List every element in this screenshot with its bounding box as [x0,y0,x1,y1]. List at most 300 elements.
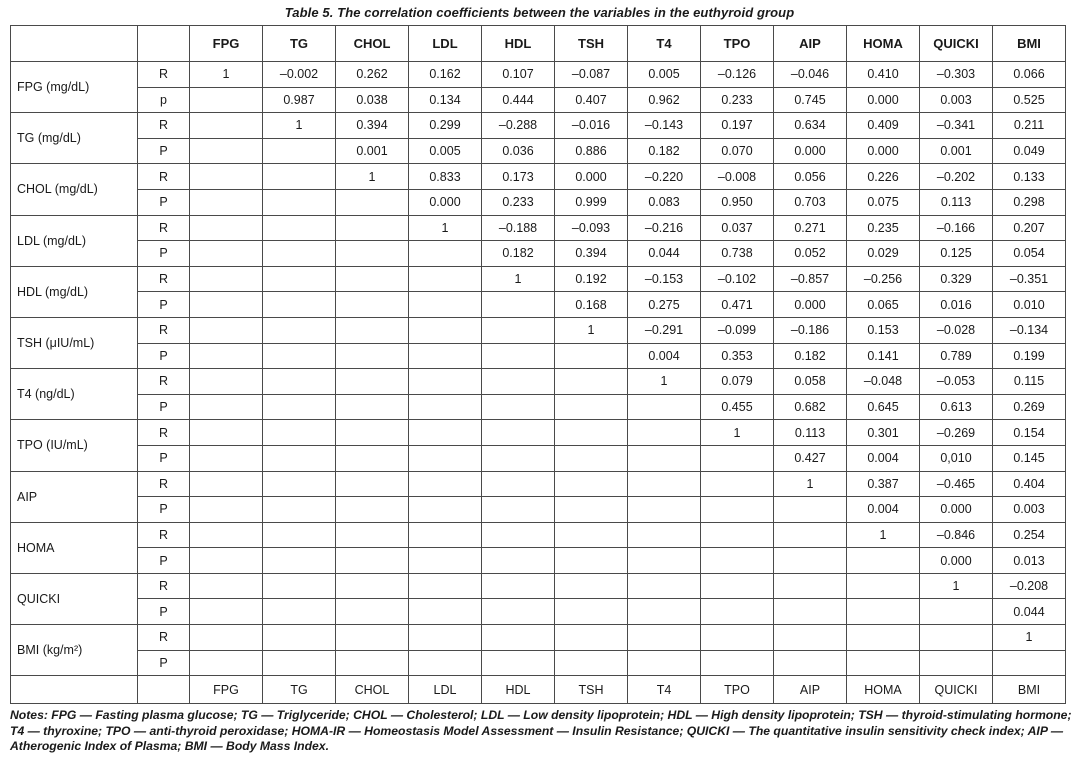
stat-label-r: R [138,420,190,446]
p-value-cell [190,548,263,574]
r-value-cell [190,573,263,599]
table-row [11,113,1066,139]
p-value-cell [847,548,920,574]
correlation-table [10,25,1066,704]
r-value-cell: 1 [628,369,701,395]
p-value-cell [774,650,847,676]
stat-label-r: R [138,113,190,139]
p-value-cell [263,189,336,215]
r-value-cell [555,471,628,497]
r-value-cell [190,522,263,548]
r-value-cell [336,522,409,548]
column-header: T4 [628,26,701,62]
p-value-cell [628,497,701,523]
p-value-cell: 0.645 [847,394,920,420]
p-value-cell: 0.789 [920,343,993,369]
column-header: TG [263,26,336,62]
stat-label-p: P [138,394,190,420]
p-value-cell [920,599,993,625]
p-value-cell [336,548,409,574]
p-value-cell [263,138,336,164]
r-value-cell: –0.126 [701,62,774,88]
r-value-cell: 0.115 [993,369,1066,395]
p-value-cell: 0.038 [336,87,409,113]
r-value-cell [336,471,409,497]
p-value-cell [190,599,263,625]
r-value-cell: 0.056 [774,164,847,190]
p-value-cell: 0.004 [847,445,920,471]
stat-label-r: R [138,522,190,548]
p-value-cell [701,650,774,676]
r-value-cell [482,420,555,446]
r-value-cell [628,420,701,446]
r-value-cell: –0.303 [920,62,993,88]
r-value-cell: –0.465 [920,471,993,497]
p-value-cell [847,650,920,676]
p-value-cell: 0.044 [628,241,701,267]
p-value-cell [409,394,482,420]
table-row [11,445,1066,471]
stat-label-r: R [138,369,190,395]
p-value-cell: 0.269 [993,394,1066,420]
r-value-cell [263,471,336,497]
r-value-cell: 0.387 [847,471,920,497]
r-value-cell: –0.046 [774,62,847,88]
p-value-cell: 0.407 [555,87,628,113]
r-value-cell: 0.154 [993,420,1066,446]
p-value-cell [701,548,774,574]
table-row [11,625,1066,651]
r-value-cell [409,369,482,395]
stat-label-r: R [138,164,190,190]
r-value-cell: 0.162 [409,62,482,88]
p-value-cell: 0.962 [628,87,701,113]
column-footer: CHOL [336,676,409,704]
r-value-cell: 0.207 [993,215,1066,241]
table-row [11,599,1066,625]
column-footer: TG [263,676,336,704]
p-value-cell: 0.298 [993,189,1066,215]
p-value-cell: 0.083 [628,189,701,215]
p-value-cell: 0.000 [409,189,482,215]
p-value-cell [336,599,409,625]
column-footer: HOMA [847,676,920,704]
table-row [11,87,1066,113]
p-value-cell [263,650,336,676]
p-value-cell: 0.199 [993,343,1066,369]
p-value-cell: 0.455 [701,394,774,420]
r-value-cell [628,625,701,651]
p-value-cell: 0.444 [482,87,555,113]
r-value-cell [190,266,263,292]
p-value-cell: 0.054 [993,241,1066,267]
row-variable-name: FPG (mg/dL) [11,62,138,113]
r-value-cell: –0.008 [701,164,774,190]
p-value-cell [482,343,555,369]
table-row [11,394,1066,420]
stat-label-r: R [138,215,190,241]
column-header: HDL [482,26,555,62]
p-value-cell: 0.001 [336,138,409,164]
r-value-cell [482,369,555,395]
r-value-cell: –0.202 [920,164,993,190]
p-value-cell [336,241,409,267]
table-row [11,266,1066,292]
p-value-cell [190,241,263,267]
p-value-cell: 0.471 [701,292,774,318]
p-value-cell [482,497,555,523]
corner-cell [11,676,138,704]
p-value-cell [482,548,555,574]
p-value-cell: 0.029 [847,241,920,267]
p-value-cell: 0.052 [774,241,847,267]
r-value-cell: 0.271 [774,215,847,241]
r-value-cell: 0.197 [701,113,774,139]
p-value-cell [774,497,847,523]
r-value-cell [263,317,336,343]
r-value-cell [409,573,482,599]
r-value-cell: 0.107 [482,62,555,88]
stat-label-r: R [138,625,190,651]
row-variable-name: TG (mg/dL) [11,113,138,164]
r-value-cell [263,420,336,446]
r-value-cell [409,266,482,292]
p-value-cell [409,497,482,523]
stat-label-r: R [138,471,190,497]
p-value-cell: 0.065 [847,292,920,318]
p-value-cell: 0.013 [993,548,1066,574]
p-value-cell [190,343,263,369]
p-value-cell: 0.233 [701,87,774,113]
r-value-cell: –0.093 [555,215,628,241]
table-row [11,138,1066,164]
r-value-cell: –0.099 [701,317,774,343]
p-value-cell: 0.987 [263,87,336,113]
row-variable-name: BMI (kg/m²) [11,625,138,676]
r-value-cell: 0.192 [555,266,628,292]
r-value-cell [555,420,628,446]
r-value-cell [409,317,482,343]
p-value-cell [555,445,628,471]
r-value-cell: –0.087 [555,62,628,88]
r-value-cell: 1 [263,113,336,139]
r-value-cell [263,215,336,241]
stat-label-r: R [138,573,190,599]
p-value-cell: 0.182 [482,241,555,267]
r-value-cell [628,573,701,599]
p-value-cell [190,650,263,676]
r-value-cell: –0.048 [847,369,920,395]
r-value-cell [336,215,409,241]
stat-label-p: P [138,445,190,471]
r-value-cell [336,420,409,446]
p-value-cell [409,343,482,369]
table-row [11,471,1066,497]
r-value-cell [847,573,920,599]
r-value-cell [701,625,774,651]
p-value-cell [190,394,263,420]
r-value-cell: 0.000 [555,164,628,190]
column-header: QUICKI [920,26,993,62]
p-value-cell: 0.275 [628,292,701,318]
p-value-cell: 0.134 [409,87,482,113]
stat-label-r: R [138,62,190,88]
p-value-cell: 0.950 [701,189,774,215]
table-row [11,292,1066,318]
row-variable-name: TPO (IU/mL) [11,420,138,471]
p-value-cell [263,241,336,267]
p-value-cell [409,599,482,625]
p-value-cell: 0.999 [555,189,628,215]
p-value-cell [336,189,409,215]
r-value-cell: 1 [701,420,774,446]
r-value-cell: 1 [336,164,409,190]
p-value-cell [336,343,409,369]
r-value-cell: –0.216 [628,215,701,241]
p-value-cell [847,599,920,625]
r-value-cell: 1 [774,471,847,497]
p-value-cell [336,650,409,676]
table-row [11,548,1066,574]
column-footer: T4 [628,676,701,704]
row-variable-name: T4 (ng/dL) [11,369,138,420]
table-row [11,420,1066,446]
stat-label-r: R [138,317,190,343]
header-row [11,26,1066,62]
table-row [11,343,1066,369]
r-value-cell: 0.211 [993,113,1066,139]
r-value-cell: 0.113 [774,420,847,446]
r-value-cell [190,317,263,343]
p-value-cell: 0.000 [847,87,920,113]
r-value-cell: 1 [190,62,263,88]
column-footer: LDL [409,676,482,704]
r-value-cell: –0.351 [993,266,1066,292]
r-value-cell [336,573,409,599]
r-value-cell: –0.188 [482,215,555,241]
table-notes: Notes: FPG — Fasting plasma glucose; TG — Triglyceride; CHOL — Cholesterol; LDL — Low density lipoprotein; HDL — High density lipoprotein; TSH — thyroid-stimulating hormone; T4 — thyroxine; TPO — anti-thyroid peroxidase; HOMA-IR — Homeostasis Model Assessment — Insulin Resistance; QUICKI — The quantitative insulin sensitivity check index; AIP — Atherogenic Index of Plasma; BMI — Body Mass Index. [10,708,1072,753]
table-row [11,650,1066,676]
column-header: CHOL [336,26,409,62]
column-footer: QUICKI [920,676,993,704]
r-value-cell [190,369,263,395]
row-variable-name: TSH (μIU/mL) [11,317,138,368]
r-value-cell: 0.058 [774,369,847,395]
r-value-cell: –0.208 [993,573,1066,599]
r-value-cell: 0.410 [847,62,920,88]
p-value-cell [701,445,774,471]
p-value-cell [409,292,482,318]
p-value-cell: 0.001 [920,138,993,164]
table-row [11,522,1066,548]
table-row [11,215,1066,241]
p-value-cell: 0.613 [920,394,993,420]
row-variable-name: LDL (mg/dL) [11,215,138,266]
r-value-cell [190,420,263,446]
p-value-cell: 0.003 [993,497,1066,523]
r-value-cell [628,471,701,497]
p-value-cell: 0.000 [920,497,993,523]
r-value-cell [336,317,409,343]
r-value-cell: 0.833 [409,164,482,190]
r-value-cell: 0.079 [701,369,774,395]
p-value-cell [482,445,555,471]
column-header: LDL [409,26,482,62]
p-value-cell [263,343,336,369]
r-value-cell: –0.153 [628,266,701,292]
column-footer: TSH [555,676,628,704]
table-row [11,497,1066,523]
r-value-cell: –0.256 [847,266,920,292]
p-value-cell [190,497,263,523]
stat-label-p: P [138,343,190,369]
r-value-cell [555,573,628,599]
p-value-cell [263,292,336,318]
r-value-cell: –0.220 [628,164,701,190]
r-value-cell: –0.053 [920,369,993,395]
p-value-cell: 0.427 [774,445,847,471]
r-value-cell: 0.153 [847,317,920,343]
row-variable-name: CHOL (mg/dL) [11,164,138,215]
p-value-cell [190,189,263,215]
column-footer: AIP [774,676,847,704]
r-value-cell [482,522,555,548]
row-variable-name: QUICKI [11,573,138,624]
r-value-cell [263,573,336,599]
r-value-cell [409,625,482,651]
r-value-cell [336,266,409,292]
p-value-cell: 0.003 [920,87,993,113]
column-footer: HDL [482,676,555,704]
column-header: TPO [701,26,774,62]
corner-cell [138,676,190,704]
p-value-cell: 0.233 [482,189,555,215]
r-value-cell: 1 [555,317,628,343]
p-value-cell: 0.000 [847,138,920,164]
p-value-cell: 0.182 [628,138,701,164]
p-value-cell: 0.044 [993,599,1066,625]
r-value-cell: 0.173 [482,164,555,190]
r-value-cell [774,573,847,599]
table-caption: Table 5. The correlation coefficients between the variables in the euthyroid group [284,5,795,20]
r-value-cell [701,471,774,497]
r-value-cell [190,113,263,139]
p-value-cell: 0.075 [847,189,920,215]
p-value-cell: 0.010 [993,292,1066,318]
p-value-cell [263,394,336,420]
r-value-cell [263,625,336,651]
stat-label-p: P [138,292,190,318]
r-value-cell: –0.134 [993,317,1066,343]
table-row [11,317,1066,343]
column-header: FPG [190,26,263,62]
r-value-cell [190,471,263,497]
stat-label-p: P [138,650,190,676]
column-header: HOMA [847,26,920,62]
p-value-cell: 0.394 [555,241,628,267]
p-value-cell [263,599,336,625]
p-value-cell [701,497,774,523]
r-value-cell: 0.133 [993,164,1066,190]
r-value-cell [263,522,336,548]
p-value-cell: 0.000 [774,138,847,164]
p-value-cell [555,548,628,574]
row-variable-name: HOMA [11,522,138,573]
r-value-cell: 0.254 [993,522,1066,548]
column-footer: BMI [993,676,1066,704]
p-value-cell [482,394,555,420]
stat-label-p: P [138,497,190,523]
r-value-cell: –0.341 [920,113,993,139]
row-variable-name: AIP [11,471,138,522]
p-value-cell: 0.353 [701,343,774,369]
row-variable-name: HDL (mg/dL) [11,266,138,317]
r-value-cell: –0.291 [628,317,701,343]
p-value-cell [482,599,555,625]
p-value-cell [336,292,409,318]
p-value-cell [482,292,555,318]
table-row [11,241,1066,267]
r-value-cell [482,471,555,497]
stat-label-p: P [138,138,190,164]
p-value-cell: 0.113 [920,189,993,215]
r-value-cell: –0.143 [628,113,701,139]
stat-label-p: P [138,599,190,625]
p-value-cell [993,650,1066,676]
r-value-cell [409,522,482,548]
table-row [11,573,1066,599]
r-value-cell: 0.301 [847,420,920,446]
p-value-cell: 0.145 [993,445,1066,471]
r-value-cell: 0.005 [628,62,701,88]
stat-label-p: P [138,548,190,574]
r-value-cell [263,266,336,292]
r-value-cell [555,522,628,548]
r-value-cell: –0.028 [920,317,993,343]
p-value-cell: 0.525 [993,87,1066,113]
stat-label-p: P [138,189,190,215]
p-value-cell: 0.125 [920,241,993,267]
r-value-cell [336,625,409,651]
r-value-cell: 0.037 [701,215,774,241]
column-header: AIP [774,26,847,62]
r-value-cell: –0.846 [920,522,993,548]
r-value-cell: 1 [993,625,1066,651]
table-row [11,62,1066,88]
r-value-cell: 0.404 [993,471,1066,497]
r-value-cell [190,625,263,651]
p-value-cell: 0.745 [774,87,847,113]
p-value-cell [701,599,774,625]
p-value-cell [336,445,409,471]
p-value-cell: 0.049 [993,138,1066,164]
r-value-cell: 0.329 [920,266,993,292]
p-value-cell: 0.005 [409,138,482,164]
p-value-cell [190,445,263,471]
stat-label-r: R [138,266,190,292]
r-value-cell: 0.066 [993,62,1066,88]
stat-label-p: p [138,87,190,113]
r-value-cell: 0.394 [336,113,409,139]
p-value-cell [555,497,628,523]
p-value-cell [482,650,555,676]
p-value-cell: 0.004 [847,497,920,523]
r-value-cell [555,369,628,395]
p-value-cell [263,445,336,471]
r-value-cell: –0.002 [263,62,336,88]
p-value-cell: 0,010 [920,445,993,471]
r-value-cell: –0.102 [701,266,774,292]
